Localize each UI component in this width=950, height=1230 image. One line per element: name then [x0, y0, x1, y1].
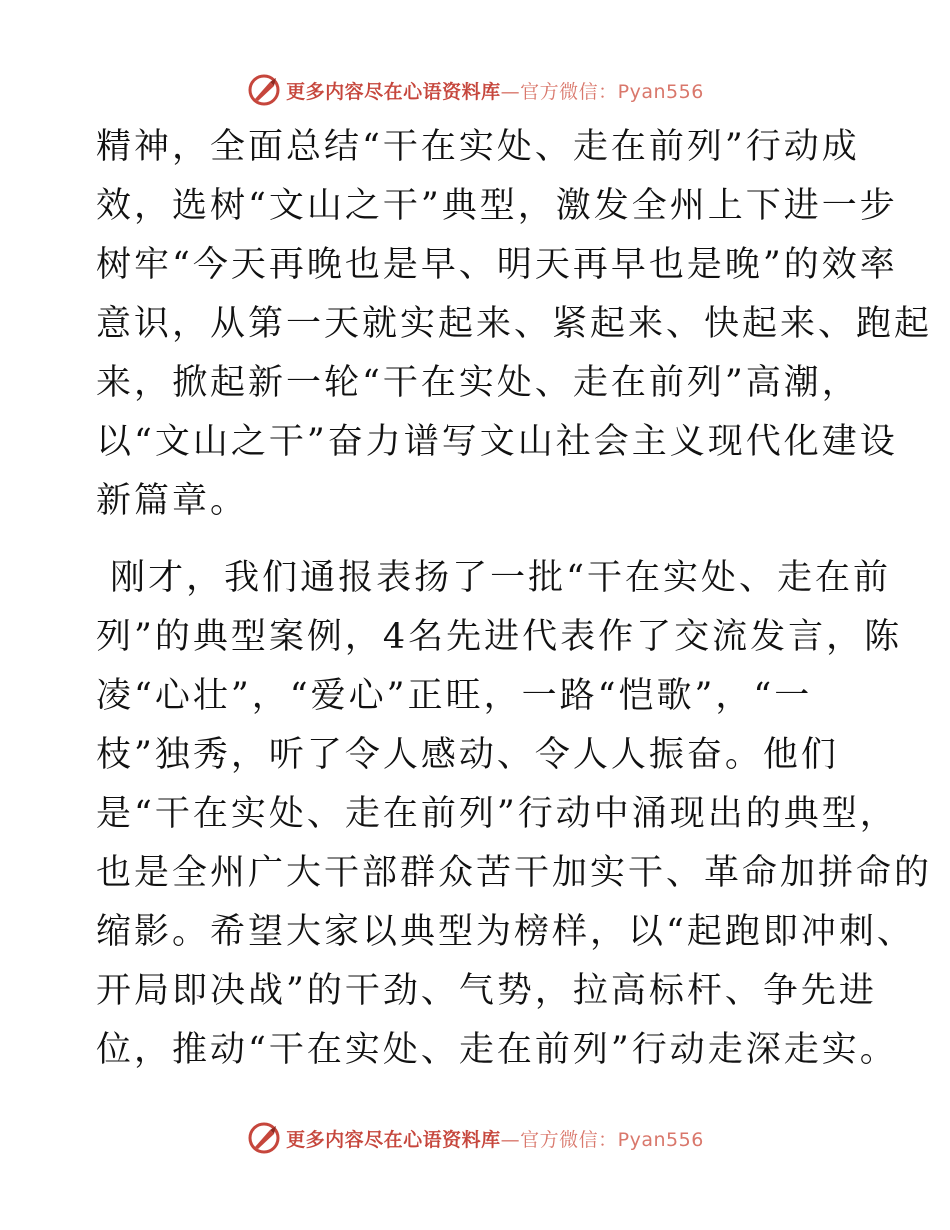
header-banner [0, 70, 950, 110]
text-line: 凌“心壮”，“爱心”正旺，一路“恺歌”，“一 [96, 676, 813, 716]
document-body [96, 118, 933, 1080]
text-line: 以“文山之干”奋力谱写文山社会主义现代化建设 [96, 422, 898, 462]
text-line: 意识，从第一天就实起来、紧起来、快起来、跑起 [96, 304, 933, 344]
text-line: 精神，全面总结“干在实处、走在前列”行动成 [96, 127, 860, 167]
text-line: 来，掀起新一轮“干在实处、走在前列”高潮， [96, 363, 860, 403]
text-line: 开局即决战”的干劲、气势，拉高标杆、争先进 [96, 971, 877, 1011]
paragraph-gap [96, 531, 856, 549]
pen-nib-logo-icon [246, 1120, 282, 1156]
text-line: 缩影。希望大家以典型为榜样，以“起跑即冲刺、 [96, 912, 915, 952]
text-line: 树牢“今天再晚也是早、明天再早也是晚”的效率 [96, 245, 898, 285]
text-line: 是“干在实处、走在前列”行动中涌现出的典型， [96, 794, 898, 834]
text-line: 效，选树“文山之干”典型，激发全州上下进一步 [96, 186, 898, 226]
header-banner-suffix: —官方微信：Pyan556 [500, 80, 704, 103]
footer-banner-suffix: —官方微信：Pyan556 [500, 1128, 704, 1151]
text-line: 刚才，我们通报表扬了一批“干在实处、走在前 [96, 558, 892, 598]
paragraph-2 [96, 549, 933, 1080]
text-line: 列”的典型案例，4名先进代表作了交流发言，陈 [96, 617, 903, 657]
pen-nib-logo-icon [246, 72, 282, 108]
footer-banner [0, 1118, 950, 1158]
paragraph-1 [96, 118, 933, 531]
text-line: 枝”独秀，听了令人感动、令人人振奋。他们 [96, 735, 839, 775]
header-banner-prefix: 更多内容尽在心语资料库 [286, 80, 501, 103]
header-banner-text [286, 77, 704, 104]
footer-banner-prefix: 更多内容尽在心语资料库 [286, 1128, 501, 1151]
text-line: 新篇章。 [96, 481, 249, 521]
text-line: 也是全州广大干部群众苦干加实干、革命加拼命的 [96, 853, 933, 893]
text-line: 位，推动“干在实处、走在前列”行动走深走实。 [96, 1030, 898, 1070]
footer-banner-text [286, 1125, 704, 1152]
